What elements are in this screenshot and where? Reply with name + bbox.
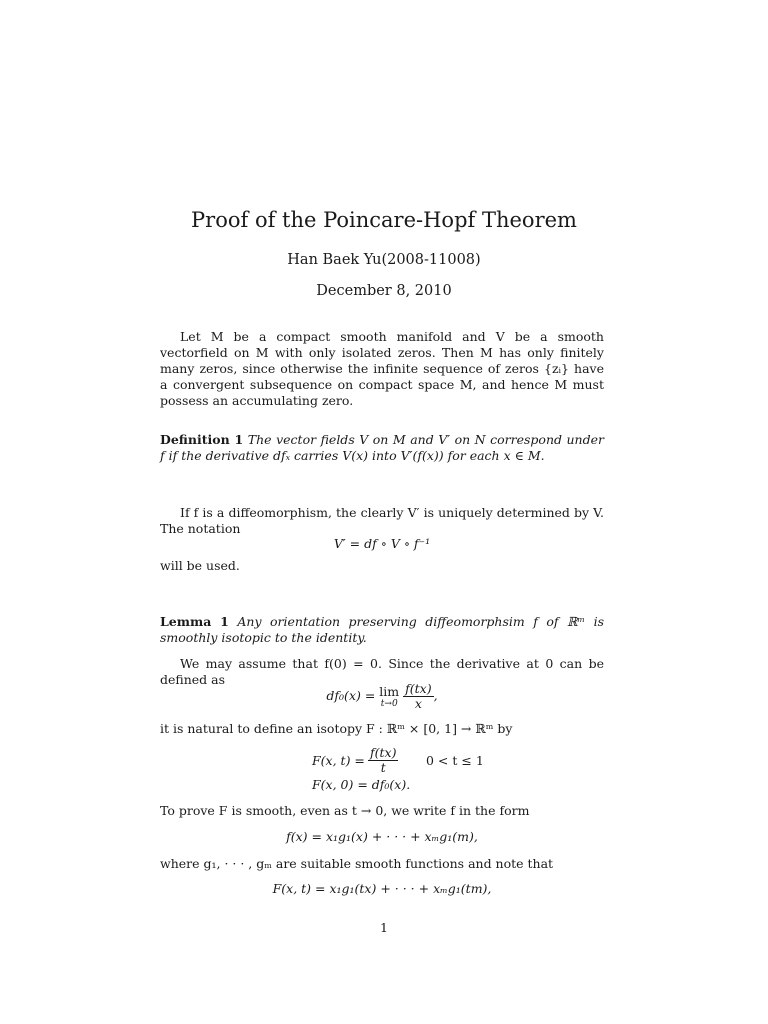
isotopy-paragraph: it is natural to define an isotopy F : ℝᵐ × [0, 1] → ℝᵐ by <box>160 721 513 736</box>
eq-df-lhs: df₀(x) = <box>326 688 376 703</box>
diffeo-paragraph: If f is a diffeomorphism, the clearly V′ is uniquely determined by V. The notation <box>160 505 604 536</box>
fraction-denominator: t <box>380 760 386 775</box>
fraction-numerator: f(tx) <box>405 681 432 696</box>
definition-text: The vector fields V on M and V′ on N correspond under f if the derivative dfₓ carries V(x) into V′(f(x)) for each x ∈ M. <box>160 432 604 463</box>
limit-operator <box>379 684 399 709</box>
fraction-numerator: f(tx) <box>370 745 397 760</box>
limit-subscript: t→0 <box>380 699 398 709</box>
fraction-ftx-over-x <box>403 682 433 711</box>
will-be-used-text: will be used. <box>160 558 240 573</box>
intro-paragraph: Let M be a compact smooth manifold and V be a smooth vectorfield on M with only isolated zeros. Then M has only finitely many zeros, since otherwise the infinite sequence of zeros {zᵢ} have a convergent subsequence on compact space M, and hence M must possess an accumulating zero. <box>160 329 604 408</box>
smooth-paragraph: To prove F is smooth, even as t → 0, we write f in the form <box>160 803 530 818</box>
eq-F1-lhs: F(x, t) = <box>312 753 365 768</box>
page-number: 1 <box>380 920 388 935</box>
fraction-ftx-over-t <box>368 746 398 775</box>
paper-title: Proof of the Poincare-Hopf Theorem <box>191 208 577 232</box>
definition-block <box>160 432 604 464</box>
f-form-equation: f(x) = x₁g₁(x) + · · · + xₘg₁(m), <box>286 829 478 844</box>
eq-F1-condition: 0 < t ≤ 1 <box>426 753 484 768</box>
derivative-limit-equation <box>160 682 604 711</box>
lemma-text: Any orientation preserving diffeomorphsim f of ℝᵐ is smoothly isotopic to the identity. <box>160 614 604 645</box>
eq-df-tail: , <box>433 688 438 703</box>
assume-paragraph: We may assume that f(0) = 0. Since the derivative at 0 can be defined as <box>160 656 604 687</box>
eq-F2: F(x, 0) = df₀(x). <box>312 777 411 792</box>
notation-equation: V′ = df ∘ V ∘ f⁻¹ <box>333 536 431 551</box>
author-line: Han Baek Yu(2008-11008) <box>287 252 481 268</box>
lemma-label: Lemma 1 <box>160 614 229 629</box>
date-line: December 8, 2010 <box>316 283 452 299</box>
fraction-denominator: x <box>414 696 422 711</box>
F-form-equation: F(x, t) = x₁g₁(tx) + · · · + xₘg₁(tm), <box>272 881 492 896</box>
limit-symbol: lim <box>379 684 400 699</box>
where-paragraph: where g₁, · · · , gₘ are suitable smooth functions and note that <box>160 856 554 871</box>
lemma-block <box>160 614 604 646</box>
definition-label: Definition 1 <box>160 432 244 447</box>
